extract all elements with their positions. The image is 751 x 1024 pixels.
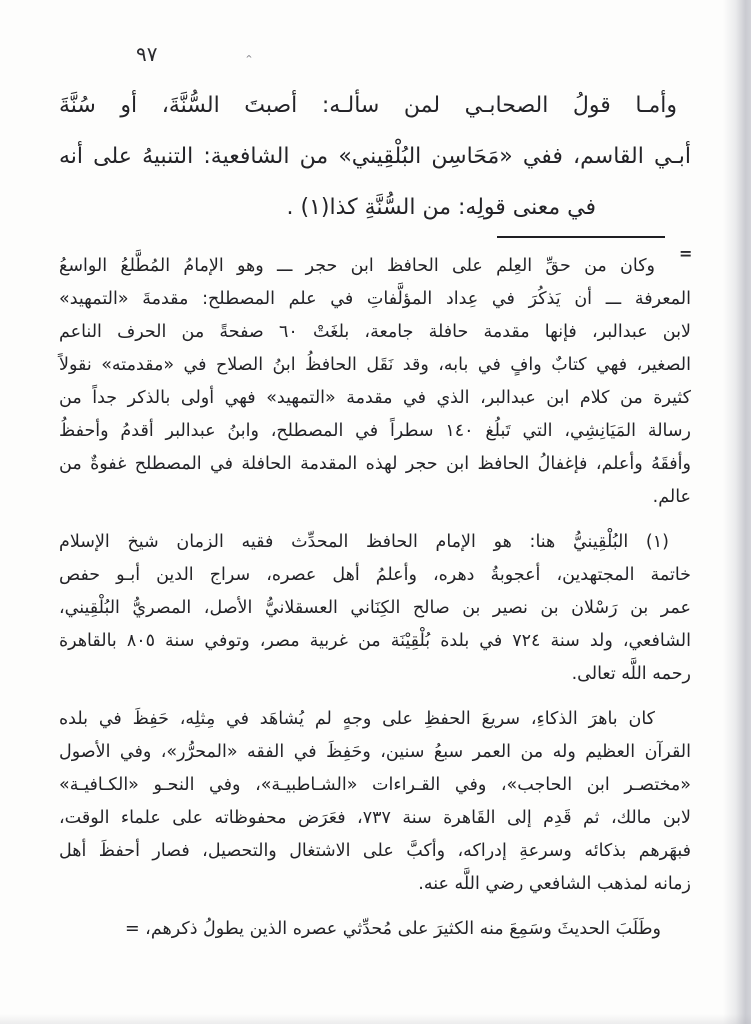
page-gutter-shadow bbox=[723, 0, 751, 1024]
footnote-area bbox=[59, 250, 691, 958]
text-line: رسالة المَيَانِشِي، التي تَبلُغ ١٤٠ سطراً في المصطلح، وابنُ عبدالبر أقدمُ وأحفظُ bbox=[59, 421, 691, 441]
text-line: لابن عبدالبر، فإنها مقدمة حافلة جامعة، بلغَتْ ٦٠ صفحةً من الحرف الناعم bbox=[59, 322, 691, 342]
text-line: المعرفة ـــ أن يَذكُرَ في عِداد المؤلَّفاتِ في علم المصطلح: مقدمةَ «التمهيد» bbox=[59, 289, 691, 309]
text-line: أبـي القاسم، ففي «مَحَاسِن البُلْقِيني» من الشافعية: التنبيهُ على أنه bbox=[59, 144, 691, 169]
text-line: الشافعي، ولد سنة ٧٢٤ في بلدة بُلْقِيْنَة من غربية مصر، وتوفي سنة ٨٠٥ بالقاهرة bbox=[59, 631, 691, 651]
ink-speck: ˆ bbox=[244, 54, 254, 68]
text-line: الصغير، فهي كتابٌ وافٍ في بابه، وقد نَقَل الحافظُ ابنُ الصلاح في «مقدمته» نقولاً bbox=[59, 355, 691, 375]
text-line: عمر بن رَسْلان بن نصير بن صالح الكِنَاني العسقلانيُّ الأصل، المصريُّ البُلْقِيني، bbox=[59, 598, 691, 618]
footnote-continuation-mark: = bbox=[679, 244, 693, 263]
text-line: رحمه اللَّه تعالى. bbox=[571, 664, 691, 684]
text-line: القرآن العظيم وله من العمر سبعُ سنين، وحَفِظَ في الفقه «المحرُّر»، وفي الأصول bbox=[59, 742, 691, 762]
text-line: (١) البُلْقِينيُّ هنا: هو الإمام الحافظ المحدِّث فقيه الزمان شيخ الإسلام bbox=[59, 532, 669, 552]
text-line: فبهَرهم بذكائه وسرعةِ إدراكه، وأكبَّ على الاشتغال والتحصيل، فصار أحفظَ أهل bbox=[59, 841, 691, 861]
text-line: عالم. bbox=[652, 487, 691, 507]
footnote-separator-rule bbox=[497, 236, 665, 238]
text-line: زمانه لمذهب الشافعي رضي اللَّه عنه. bbox=[418, 874, 691, 894]
text-line: وكان من حقِّ العِلم على الحافظ ابن حجر ـــ وهو الإمامُ المُطَّلعُ الواسعُ bbox=[59, 256, 655, 276]
text-line: كان باهرَ الذكاءِ، سريعَ الحفظِ على وجهٍ لم يُشاهَد في مِثلِه، حَفِظَ في بلده bbox=[59, 709, 655, 729]
text-line: وطَلَبَ الحديثَ وسَمِعَ منه الكثيرَ على مُحدِّثي عصره الذين يطولُ ذكرهم، = bbox=[124, 919, 661, 939]
text-line: خاتمة المجتهدين، أعجوبةُ دهره، وأعلمُ أهل عصره، سراج الدين أبـو حفص bbox=[59, 565, 691, 585]
text-line: في معنى قولِه: من السُّنَّةِ كذا(١) . bbox=[286, 195, 596, 220]
main-text-paragraph bbox=[59, 80, 691, 233]
footnote-biography-paragraph bbox=[59, 703, 691, 901]
footnote-continued-paragraph bbox=[59, 250, 691, 514]
text-line: وأمـا قولُ الصحابـي لمن سألـه: أصبتَ السُّنَّةَ، أو سُنَّةَ bbox=[59, 93, 677, 118]
page-number: ٩٧ bbox=[136, 42, 158, 66]
text-line: وأفقَهُ وأعلم، فإغفالُ الحافظ ابن حجر لهذه المقدمة الحافلة في المصطلح غفوةٌ من bbox=[59, 454, 691, 474]
page-bottom-shadow bbox=[0, 1014, 751, 1024]
text-line: لابن مالك، ثم قَدِم إلى القَاهرة سنة ٧٣٧، فعَرَض محفوظاته على علماء الوقت، bbox=[59, 808, 692, 828]
text-line: «مختصـر ابن الحاجب»، وفي القـراءات «الشـاطبيـة»، وفي النحـو «الكـافيـة» bbox=[59, 775, 691, 795]
text-line: كثيرة من كلام ابن عبدالبر، الذي في مقدمة «التمهيد» فهي أولى بالذكر جداً من bbox=[59, 388, 691, 408]
footnote-last-line-paragraph bbox=[59, 913, 691, 946]
footnote-1-paragraph bbox=[59, 526, 691, 691]
